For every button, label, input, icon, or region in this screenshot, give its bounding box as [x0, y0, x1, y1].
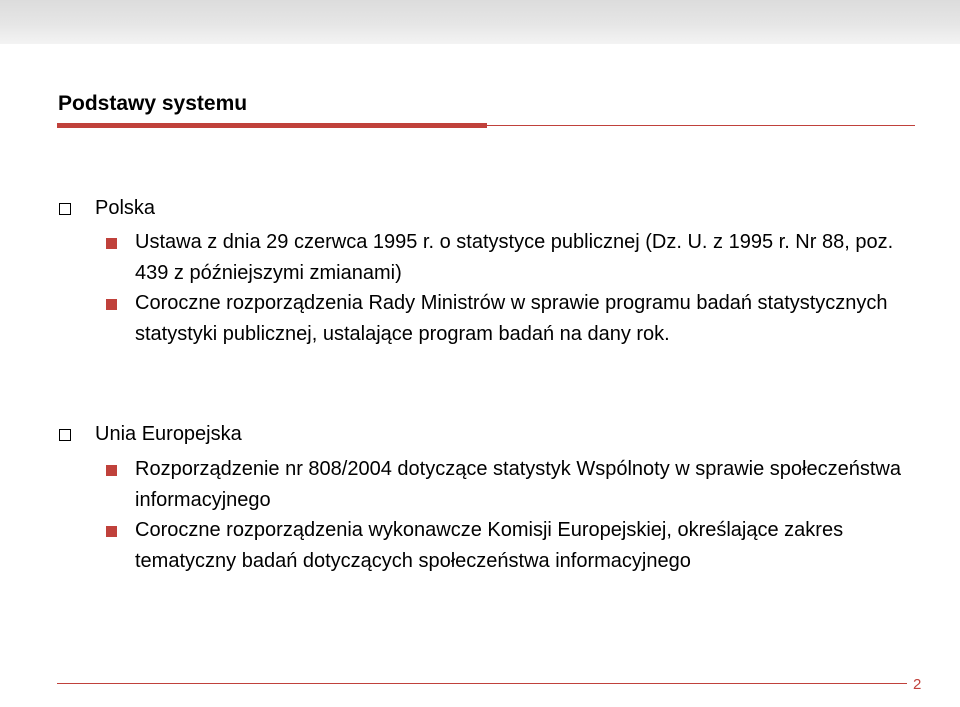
hollow-square-bullet-icon: [59, 203, 71, 215]
filled-square-bullet-icon: [106, 238, 117, 249]
header-band: [0, 0, 960, 44]
list-item: Coroczne rozporządzenia Rady Ministrów w sprawie programu badań statystycznych statystyki publicznej, ustalające program badań na dany rok.: [135, 292, 888, 345]
list-item: Coroczne rozporządzenia wykonawcze Komisji Europejskiej, określające zakres tematyczny badań dotyczących społeczeństwa informacyjnego: [135, 519, 844, 572]
section-heading: Polska: [95, 197, 156, 219]
page-number: 2: [913, 676, 922, 693]
slide-title: Podstawy systemu: [58, 92, 248, 115]
filled-square-bullet-icon: [106, 465, 117, 476]
list-item: Rozporządzenie nr 808/2004 dotyczące statystyk Wspólnoty w sprawie społeczeństwa informacyjnego: [135, 458, 901, 511]
title-underline-thick: [57, 123, 487, 128]
title-underline-thin: [487, 125, 915, 126]
filled-square-bullet-icon: [106, 526, 117, 537]
list-item: Ustawa z dnia 29 czerwca 1995 r. o statystyce publicznej (Dz. U. z 1995 r. Nr 88, poz. 439 z późniejszymi zmianami): [135, 231, 894, 284]
section-heading: Unia Europejska: [95, 423, 242, 445]
footer-divider: [57, 683, 907, 684]
hollow-square-bullet-icon: [59, 429, 71, 441]
title-underline: [57, 123, 915, 128]
filled-square-bullet-icon: [106, 299, 117, 310]
